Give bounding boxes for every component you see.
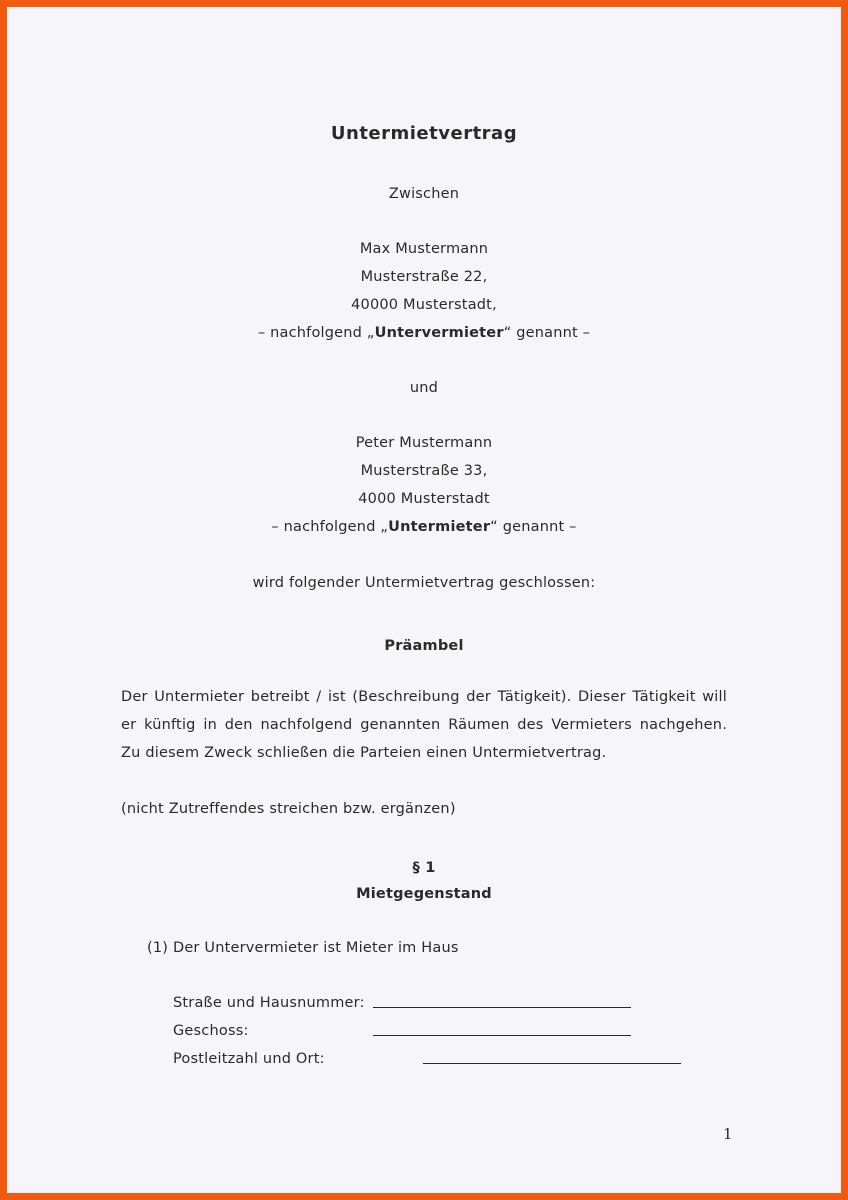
floor-field-line[interactable] <box>373 1035 631 1036</box>
landlord-role: Untervermieter <box>374 325 504 341</box>
landlord-role-prefix: – nachfolgend „ <box>257 325 375 341</box>
tenant-city: 4000 Musterstadt <box>358 491 490 507</box>
preamble-heading: Präambel <box>384 638 464 654</box>
city-field-line[interactable] <box>423 1063 681 1064</box>
section-number: § 1 <box>412 860 436 876</box>
street-field-line[interactable] <box>373 1007 631 1008</box>
clause-text: (1) Der Untervermieter ist Mieter im Haus <box>147 940 459 956</box>
preamble-line: Zu diesem Zweck schließen die Parteien einen Untermietvertrag. <box>121 745 607 761</box>
tenant-street: Musterstraße 33, <box>360 463 488 479</box>
intro-text: Zwischen <box>388 186 460 202</box>
landlord-street: Musterstraße 22, <box>360 269 488 285</box>
closing-text: wird folgender Untermietvertrag geschlossen: <box>252 575 596 591</box>
preamble-note: (nicht Zutreffendes streichen bzw. ergänzen) <box>121 801 456 817</box>
tenant-name: Peter Mustermann <box>355 435 493 451</box>
section-heading: Mietgegenstand <box>356 886 492 902</box>
tenant-role-line <box>7 519 841 535</box>
preamble-line: er künftig in den nachfolgend genannten Räumen des Vermieters nachgehen. <box>121 717 727 733</box>
landlord-name: Max Mustermann <box>359 241 489 257</box>
tenant-role-suffix: “ genannt – <box>490 519 577 535</box>
landlord-city: 40000 Musterstadt, <box>351 297 497 313</box>
landlord-role-suffix: “ genannt – <box>503 325 591 341</box>
floor-field-label: Geschoss: <box>173 1023 249 1039</box>
city-field-label: Postleitzahl und Ort: <box>173 1051 325 1067</box>
document-page <box>7 7 841 1193</box>
landlord-role-line <box>7 325 841 341</box>
preamble-line: Der Untermieter betreibt / ist (Beschreibung der Tätigkeit). Dieser Tätigkeit will <box>121 689 727 705</box>
document-title: Untermietvertrag <box>330 123 518 144</box>
street-field-label: Straße und Hausnummer: <box>173 995 365 1011</box>
tenant-role-prefix: – nachfolgend „ <box>271 519 389 535</box>
page-number: 1 <box>723 1125 733 1143</box>
tenant-role: Untermieter <box>388 519 491 535</box>
connector-text: und <box>409 380 439 396</box>
